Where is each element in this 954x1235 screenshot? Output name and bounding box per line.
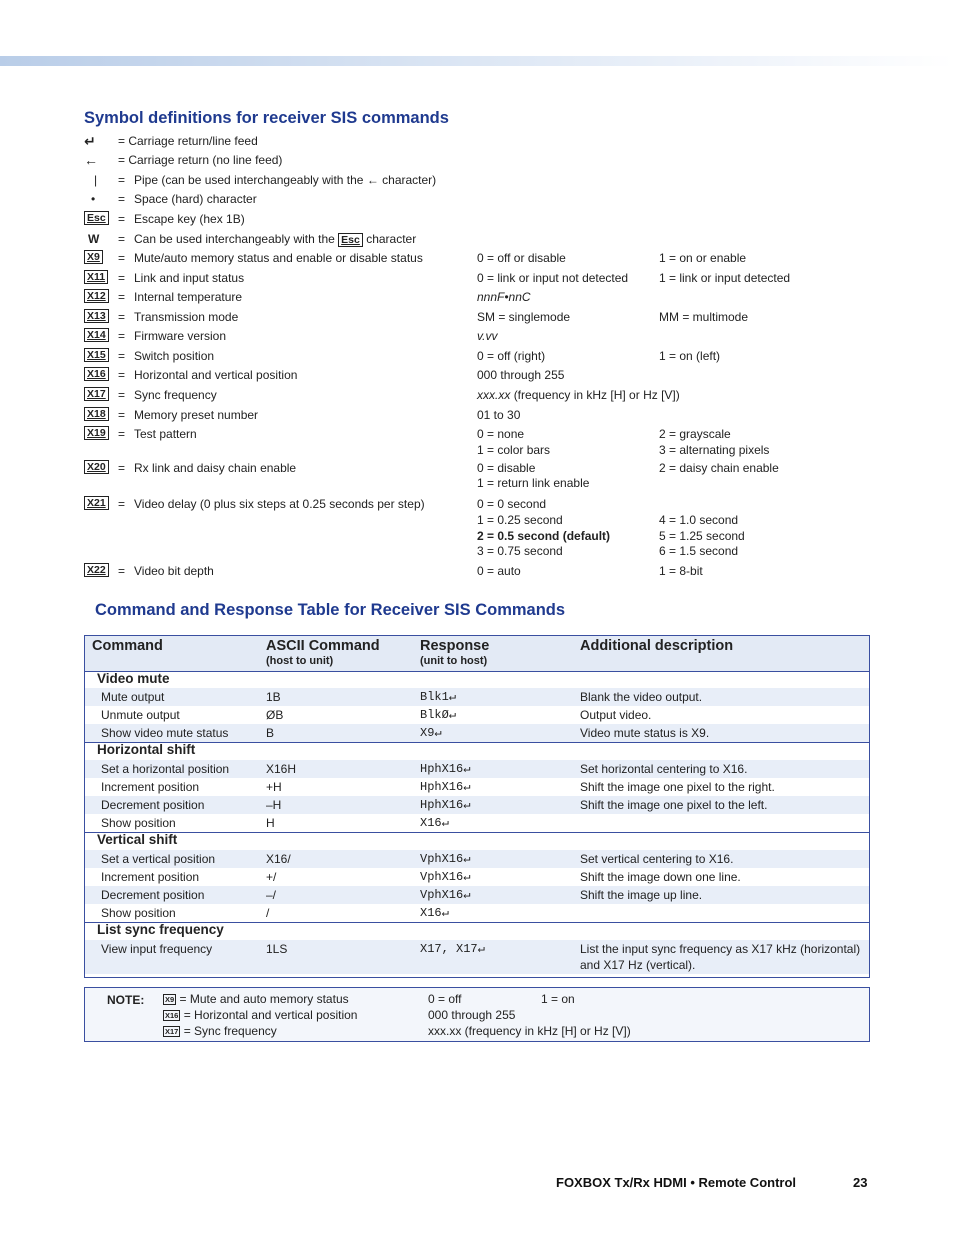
note-row: X16 = Horizontal and vertical position 000 through 255 [165,1008,516,1022]
symbol-row-x15: X15 = Switch position 0 = off (right) 1 = on (left) [84,348,844,364]
symbol-row-esc: Esc = Escape key (hex 1B) [84,211,844,227]
table-row: Show position / X16↵ [101,906,449,920]
table-row: Show video mute status B X9↵ Video mute status is X9. [85,724,869,742]
symbols-heading: Symbol definitions for receiver SIS commands [84,109,449,127]
command-response-table [84,635,870,978]
section-list-sync-frequency: List sync frequency [97,922,224,937]
symbol-row-x22: X22 = Video bit depth 0 = auto 1 = 8-bit [84,563,844,579]
symbol-row-x19: X19 = Test pattern 0 = none 2 = grayscale 1 = color bars 3 = alternating pixels [84,426,844,458]
symbol-row-x16: X16 = Horizontal and vertical position 000 through 255 [84,367,844,383]
command-table-heading: Command and Response Table for Receiver SIS Commands [95,601,566,619]
symbol-row-x20: X20 = Rx link and daisy chain enable 0 = disable 2 = daisy chain enable 1 = return link enable [84,460,844,492]
table-row: Increment position +/ VphX16↵ Shift the image down one line. [101,870,741,884]
table-row: Set a horizontal position X16H HphX16↵ Set horizontal centering to X16. [85,760,869,778]
table-row: Decrement position –/ VphX16↵ Shift the image up line. [85,886,869,904]
footer-title: FOXBOX Tx/Rx HDMI • Remote Control [556,1175,797,1190]
table-row: View input frequency 1LS X17, X17↵ List the input sync frequency as X17 kHz (horizontal) and X17 Hz (vertical). [85,940,869,974]
table-row: Decrement position –H HphX16↵ Shift the image one pixel to the left. [85,796,869,814]
symbol-row-pipe: | = Pipe (can be used interchangeably with the ← character) [94,173,437,187]
return-arrow-icon: ↵ [84,133,96,149]
symbol-row-w: W = Can be used interchangeably with the Esc character [88,232,417,246]
symbol-row-x21: X21 = Video delay (0 plus six steps at 0.25 seconds per step) 0 = 0 second 1 = 0.25 second 4 = 1.0 second 2 = 0.5 second (default) 5 = 1.25 second 3 = 0.75 second 6 = 1.5 second [84,496,844,560]
symbol-row-x13: X13 = Transmission mode SM = singlemode MM = multimode [84,309,844,325]
symbol-row-crlf: ↵ = Carriage return/line feed [84,133,258,149]
table-row: Set a vertical position X16/ VphX16↵ Set vertical centering to X16. [85,850,869,868]
symbol-row-x12: X12 = Internal temperature nnnF•nnC [84,289,844,305]
note-row: X9 = Mute and auto memory status 0 = off 1 = on [165,992,575,1006]
note-box: NOTE: X9 = Mute and auto memory status 0 = off 1 = on X16 = Horizontal and vertical position 000 through 255 X17 = Sync frequency xxx.xx (frequency in kHz [H] or Hz [V]) [84,987,870,1042]
symbol-row-space: • = Space (hard) character [91,192,257,206]
symbol-row-cr: ← = Carriage return (no line feed) [84,152,283,168]
section-horizontal-shift: Horizontal shift [97,742,196,757]
note-row: X17 = Sync frequency xxx.xx (frequency in kHz [H] or Hz [V]) [165,1024,631,1038]
symbol-row-x9: X9 = Mute/auto memory status and enable or disable status 0 = off or disable 1 = on or enable [84,250,844,266]
page-number: 23 [853,1175,868,1190]
symbol-row-x17: X17 = Sync frequency xxx.xx (frequency in kHz [H] or Hz [V]) [84,387,844,403]
left-arrow-icon: ← [84,152,98,168]
symbol-row-x11: X11 = Link and input status 0 = link or input not detected 1 = link or input detected [84,270,844,286]
esc-key-box: Esc [84,211,109,225]
symbol-row-x18: X18 = Memory preset number 01 to 30 [84,407,844,423]
table-row: Show position H X16↵ [101,816,449,830]
symbol-row-x14: X14 = Firmware version v.vv [84,328,844,344]
table-row: Unmute output ØB BlkØ↵ Output video. [101,708,652,722]
table-row: Mute output 1B Blk1↵ Blank the video output. [85,688,869,706]
section-vertical-shift: Vertical shift [97,832,178,847]
table-row: Increment position +H HphX16↵ Shift the image one pixel to the right. [101,780,775,794]
section-video-mute: Video mute [97,671,170,686]
header-gradient-bar [0,56,954,66]
table-header: Command ASCII Command (host to unit) Response (unit to host) Additional description [85,636,869,672]
